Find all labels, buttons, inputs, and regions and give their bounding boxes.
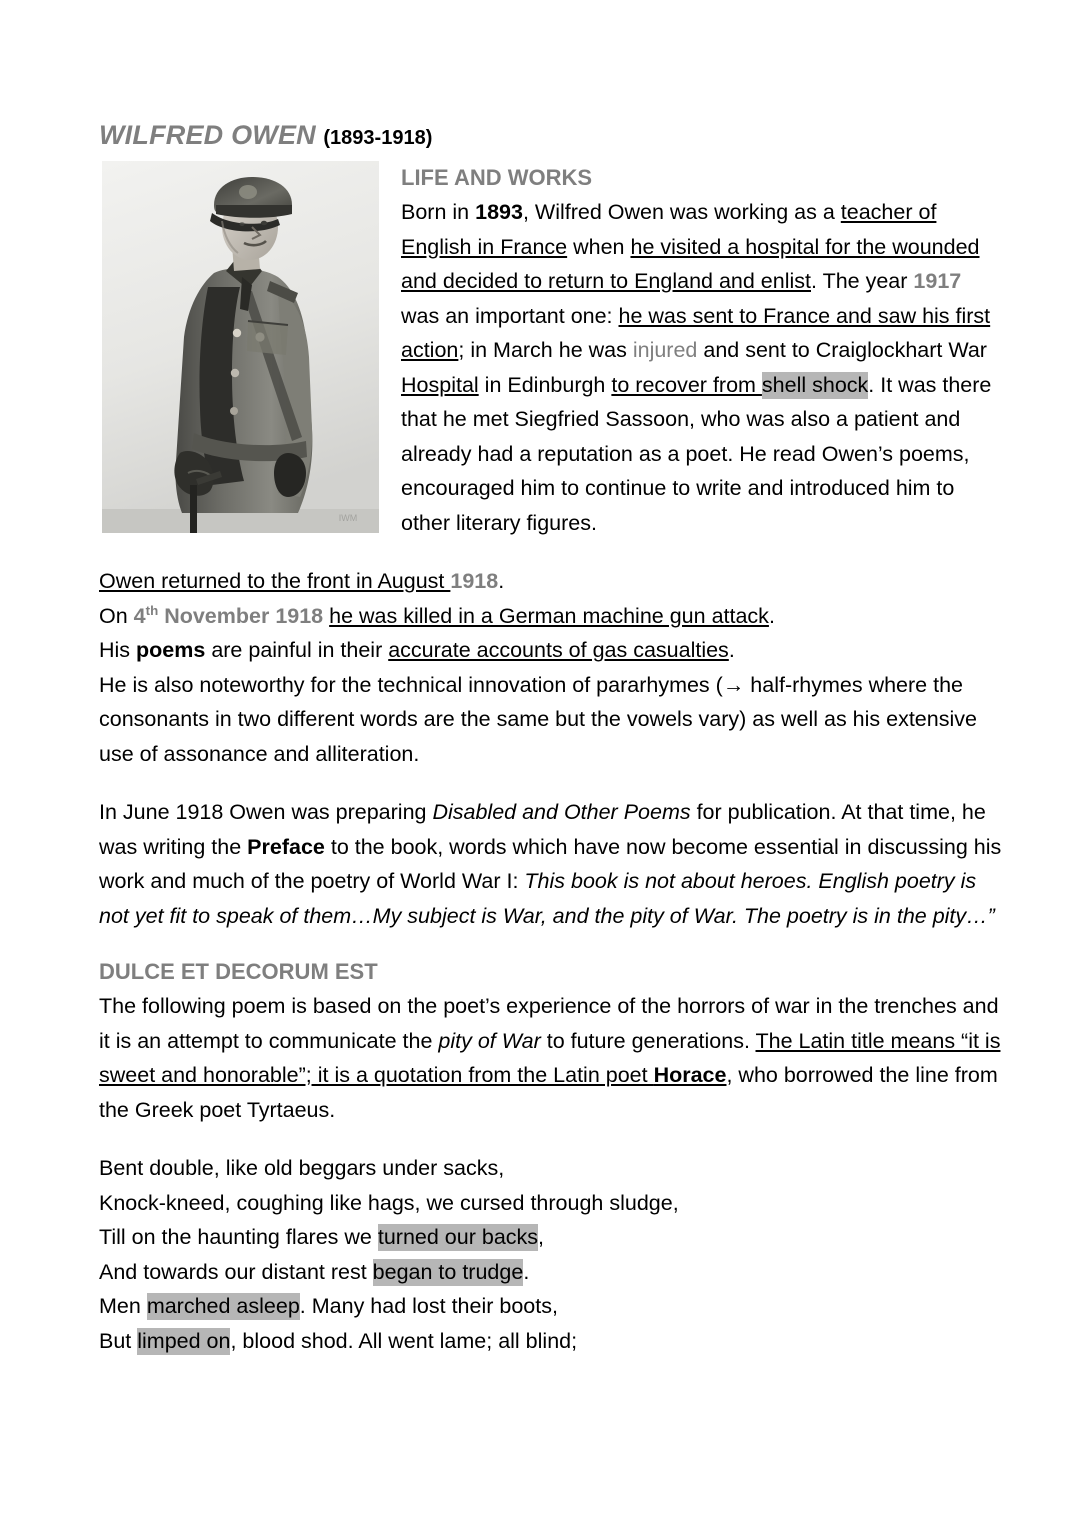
text-on: On xyxy=(99,603,134,628)
text-craiglockhart: and sent to Craiglockhart War xyxy=(697,338,987,362)
underline-teacher-of-english: teacher of English in France xyxy=(401,200,937,259)
poem-line-2: Knock-kneed, coughing like hags, we cursed through sludge, xyxy=(99,1190,679,1215)
text-for-publication: for publication. At that time, he was writing the xyxy=(99,800,986,859)
text-following-poem: The following poem is based on the poet’s experience of the horrors of war in the trenches and it is an attempt to communicate the xyxy=(99,994,999,1053)
poem-line-5-pre: Men xyxy=(99,1294,147,1318)
highlight-turned-our-backs: turned our backs xyxy=(377,1225,539,1249)
poem-line-5-post: . Many had lost their boots, xyxy=(299,1294,558,1318)
italic-book-title: Disabled and Other Poems xyxy=(432,800,691,824)
section-heading-life-and-works: LIFE AND WORKS xyxy=(401,165,593,190)
italic-preface-quotation: This book is not about heroes. English poetry is not yet fit to speak of them…My subject is War, and the pity of War. The poetry is in the pity…” xyxy=(99,869,995,928)
text-the-year: The year xyxy=(822,269,914,293)
text-in-edinburgh: in Edinburgh xyxy=(478,372,612,397)
text-in-march: ; in March he was xyxy=(458,338,633,362)
svg-text:IWM: IWM xyxy=(338,513,358,523)
text-future-generations: to future generations. xyxy=(540,1028,756,1053)
bold-horace: Horace xyxy=(653,1063,727,1087)
highlight-shell-shock: shell shock xyxy=(761,372,869,397)
paragraph-life-and-works-3 xyxy=(99,795,1005,933)
poem-line-6-post: , blood shod. All went lame; all blind; xyxy=(230,1328,578,1353)
italic-pity-of-war: pity of War xyxy=(438,1028,541,1053)
poem-line-1: Bent double, like old beggars under sacks, xyxy=(99,1156,505,1180)
poem-line-4 xyxy=(99,1255,1005,1290)
poem-line-6-pre: But xyxy=(99,1328,138,1353)
text-greek-poet-tyrtaeus: , who borrowed the line from the Greek poet Tyrtaeus. xyxy=(99,1063,998,1122)
page-title-dates: (1893-1918) xyxy=(323,127,433,149)
underline-owen-returned: Owen returned to the front in August xyxy=(99,569,451,593)
year-1893: 1893 xyxy=(475,200,523,224)
bold-poems: poems xyxy=(136,638,206,662)
underline-sent-to-france: he was sent to France and saw his first action xyxy=(401,303,991,362)
underline-visited-hospital: he visited a hospital for the wounded and decided to return to England and enlist xyxy=(401,234,980,293)
page-title xyxy=(99,118,1005,155)
page-content xyxy=(99,118,1005,1358)
poem-line-3-pre: Till on the haunting flares we xyxy=(99,1225,378,1249)
text-period-3: . xyxy=(498,569,505,593)
text-period-2: . xyxy=(868,372,875,397)
text-painful-in-their: are painful in their xyxy=(205,638,389,662)
year-1917: 1917 xyxy=(913,269,962,293)
underline-killed-german-attack: he was killed in a German machine gun attack xyxy=(329,603,769,628)
text-june-1918: In June 1918 Owen was preparing xyxy=(99,800,433,824)
year-1918: 1918 xyxy=(450,569,499,593)
date-month-year: November 1918 xyxy=(158,603,324,628)
text-his: His xyxy=(99,638,137,662)
poem-line-3-post: , xyxy=(538,1225,545,1249)
paragraph-life-and-works-2 xyxy=(99,564,1005,771)
poem-line-4-post: . xyxy=(523,1259,530,1284)
text-pararhymes: He is also noteworthy for the technical innovation of pararhymes (→ half-rhymes where the consonants in two different words are the same but the vowels vary) as well as his extensive use of assonance and alliteration. xyxy=(99,672,977,766)
highlight-limped-on: limped on xyxy=(137,1328,231,1353)
text-when: when xyxy=(567,234,631,259)
highlight-began-to-trudge: began to trudge xyxy=(372,1259,524,1284)
page-title-name: WILFRED OWEN xyxy=(99,120,316,150)
date-ordinal-suffix: th xyxy=(145,602,159,618)
date-4th-november-1918 xyxy=(134,604,324,628)
section-heading-dulce-et-decorum-est: DULCE ET DECORUM EST xyxy=(99,959,378,984)
text-working-as: , Wilfred Owen was working as a xyxy=(522,200,841,224)
poem-line-3 xyxy=(99,1220,1005,1255)
underline-latin-title-meaning: The Latin title means “it is sweet and honorable”; it is a quotation from the Latin poet xyxy=(99,1028,1001,1087)
poem-line-4-pre: And towards our distant rest xyxy=(99,1259,373,1284)
poem-stanza-1 xyxy=(99,1151,1005,1358)
text-period-5: . xyxy=(728,638,735,662)
text-sassoon-meeting: It was there that he met Siegfried Sassoon, who was also a patient and already had a reputation as a poet. He read Owen’s poems, encouraged him to continue to write and introduced him to other literary figures. xyxy=(401,372,992,535)
date-day-number: 4 xyxy=(133,603,146,628)
wilfred-owen-portrait-image xyxy=(102,161,379,533)
text-born-in: Born in xyxy=(401,200,476,224)
paragraph-dulce-intro xyxy=(99,989,1005,1127)
underline-to-recover-from: to recover from xyxy=(611,372,762,397)
gray-word-injured: injured xyxy=(632,338,698,362)
underline-gas-casualties: accurate accounts of gas casualties xyxy=(388,638,729,662)
bold-preface: Preface xyxy=(247,834,325,859)
text-period-1: . xyxy=(811,269,817,293)
underline-hospital: Hospital xyxy=(401,372,479,397)
text-important-one: was an important one: xyxy=(401,303,619,328)
text-period-4: . xyxy=(768,603,775,628)
highlight-marched-asleep: marched asleep xyxy=(146,1294,300,1318)
text-world-war-one: to the book, words which have now become essential in discussing his work and much of the poetry of World War I: xyxy=(99,834,1002,893)
poem-line-5 xyxy=(99,1289,1005,1324)
poem-line-6 xyxy=(99,1324,1005,1359)
